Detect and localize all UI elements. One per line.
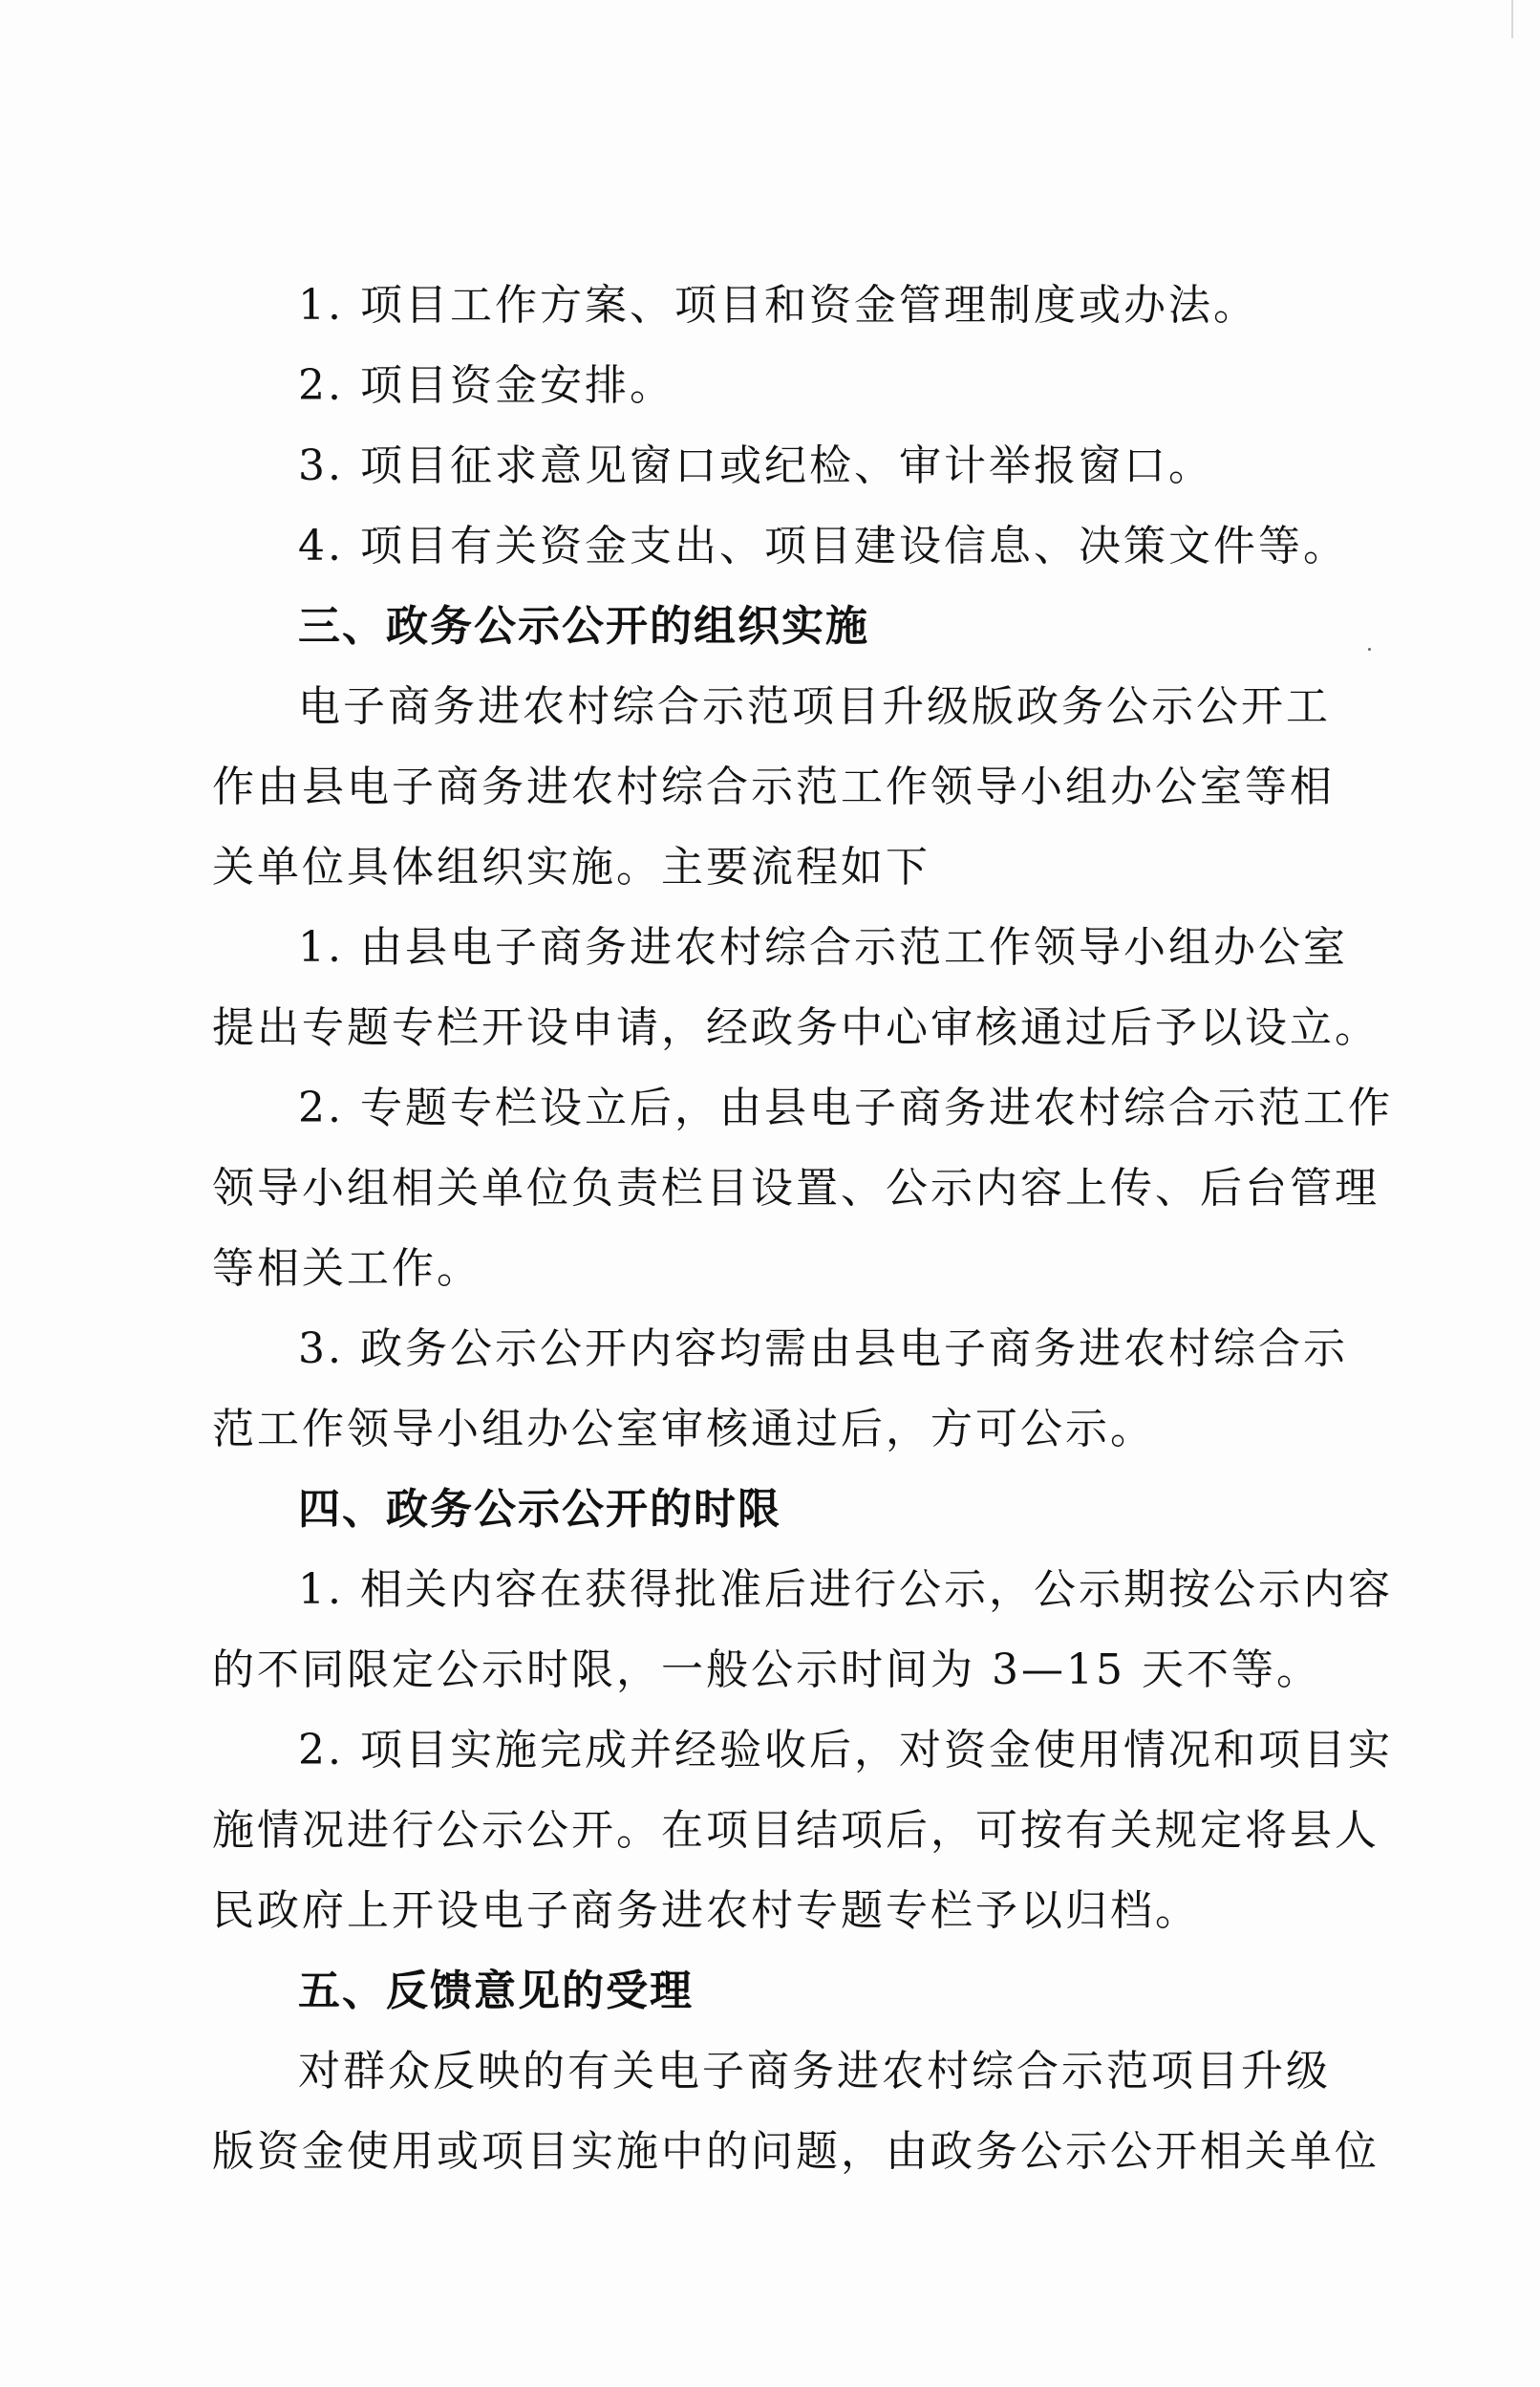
paragraph-line: 等相关工作。 <box>212 1244 481 1293</box>
list-item: 4. 项目有关资金支出、项目建设信息、决策文件等。 <box>298 522 1348 570</box>
paragraph-line: 关单位具体组织实施。主要流程如下 <box>212 843 930 892</box>
paragraph-line: 1. 相关内容在获得批准后进行公示，公示期按公示内容 <box>298 1565 1393 1614</box>
paragraph-line: 范工作领导小组办公室审核通过后，方可公示。 <box>212 1405 1155 1453</box>
paragraph-line: 电子商务进农村综合示范项目升级版政务公示公开工 <box>298 682 1331 731</box>
paragraph-line: 的不同限定公示时限，一般公示时间为 3—15 天不等。 <box>212 1645 1321 1694</box>
paragraph-line: 版资金使用或项目实施中的问题，由政务公示公开相关单位 <box>212 2127 1380 2176</box>
list-item: 2. 项目资金安排。 <box>298 361 674 410</box>
paragraph-line: 作由县电子商务进农村综合示范工作领导小组办公室等相 <box>212 763 1335 811</box>
section-heading-5: 五、反馈意见的受理 <box>298 1967 694 2015</box>
paragraph-line: 2. 项目实施完成并经验收后，对资金使用情况和项目实 <box>298 1726 1393 1774</box>
section-heading-4: 四、政务公示公开的时限 <box>298 1485 781 1534</box>
scan-speck <box>1368 648 1371 651</box>
paragraph-line: 提出专题专栏开设申请，经政务中心审核通过后予以设立。 <box>212 1003 1380 1052</box>
scan-edge-mark <box>1511 0 1513 38</box>
list-item: 1. 项目工作方案、项目和资金管理制度或办法。 <box>298 281 1258 330</box>
paragraph-line: 民政府上开设电子商务进农村专题专栏予以归档。 <box>212 1886 1200 1935</box>
section-heading-3: 三、政务公示公开的组织实施 <box>298 602 869 651</box>
paragraph-line: 3. 政务公示公开内容均需由县电子商务进农村综合示 <box>298 1324 1348 1373</box>
paragraph-line: 1. 由县电子商务进农村综合示范工作领导小组办公室 <box>298 923 1348 972</box>
paragraph-line: 对群众反映的有关电子商务进农村综合示范项目升级 <box>298 2047 1331 2096</box>
paragraph-line: 施情况进行公示公开。在项目结项后，可按有关规定将县人 <box>212 1806 1380 1855</box>
document-body <box>212 266 1393 2192</box>
list-item: 3. 项目征求意见窗口或纪检、审计举报窗口。 <box>298 441 1213 490</box>
paragraph-line: 领导小组相关单位负责栏目设置、公示内容上传、后台管理 <box>212 1164 1380 1213</box>
paragraph-line: 2. 专题专栏设立后，由县电子商务进农村综合示范工作 <box>298 1084 1393 1132</box>
